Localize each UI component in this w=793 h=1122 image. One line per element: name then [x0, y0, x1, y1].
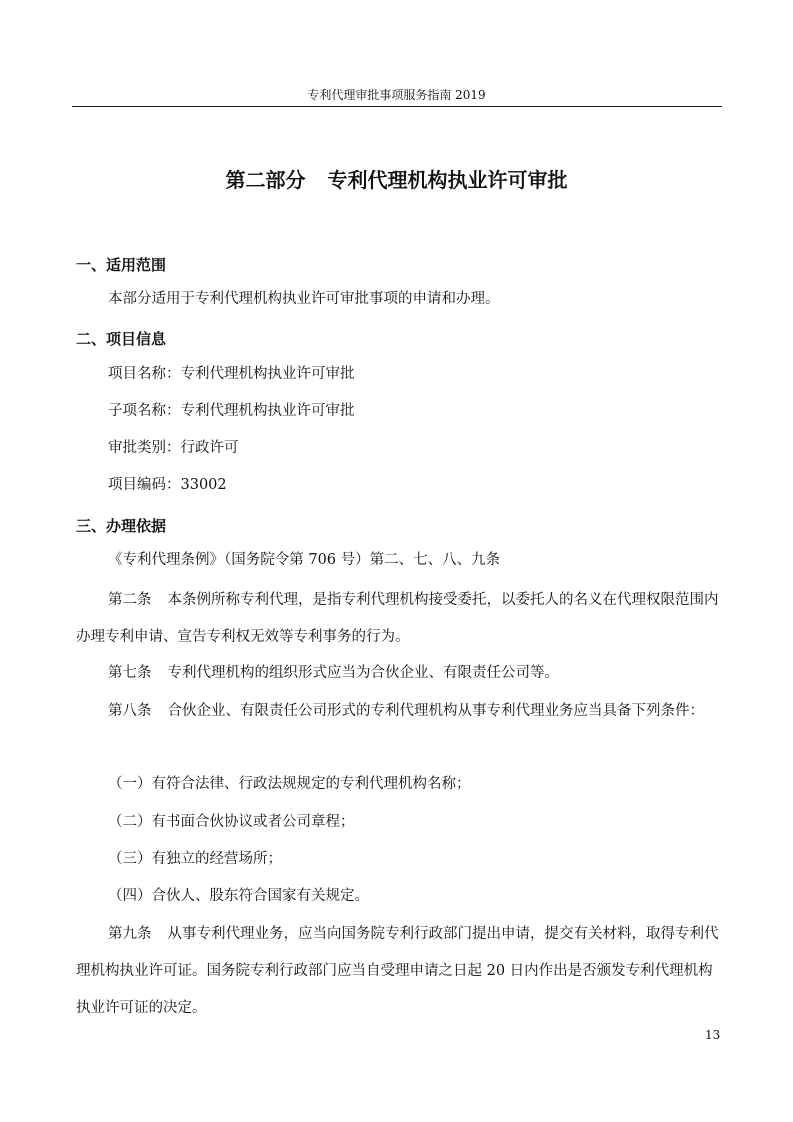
header-rule [72, 106, 722, 107]
title-part: 第二部分 [225, 168, 306, 192]
article-7-text: 专利代理机构的组织形式应当为合伙企业、有限责任公司等。 [167, 665, 559, 681]
article-9-text: 从事专利代理业务，应当向国务院专利行政部门提出申请，提交有关材料，取得专利代理机构执业许可证。国务院专利行政部门应当自受理申请之日起 20 日内作出是否颁发专利代理机构执业许可证的决定。 [76, 926, 719, 1016]
info-item-subname: 子项名称：专利代理机构执业许可审批 [108, 403, 355, 419]
page-number: 13 [705, 1028, 721, 1042]
section-heading-info: 二、项目信息 [76, 330, 167, 348]
info-item-category: 审批类别：行政许可 [108, 440, 239, 456]
condition-4: （四）合伙人、股东符合国家有关规定。 [108, 888, 369, 904]
condition-3: （三）有独立的经营场所； [108, 851, 282, 867]
page-title [0, 164, 793, 193]
article-7-label: 第七条 [108, 665, 152, 681]
info-item-name: 项目名称：专利代理机构执业许可审批 [108, 366, 355, 382]
section-heading-scope: 一、适用范围 [76, 256, 167, 274]
basis-intro: 《专利代理条例》（国务院令第 706 号）第二、七、八、九条 [108, 552, 501, 568]
article-7 [76, 655, 722, 692]
article-9 [76, 916, 722, 1027]
condition-2: （二）有书面合伙协议或者公司章程； [108, 814, 355, 830]
title-name: 专利代理机构执业许可审批 [327, 168, 568, 192]
condition-1: （一）有符合法律、行政法规规定的专利代理机构名称； [108, 776, 471, 792]
article-9-label: 第九条 [108, 926, 152, 942]
article-8 [76, 693, 722, 730]
section-heading-basis: 三、办理依据 [76, 517, 167, 535]
scope-paragraph: 本部分适用于专利代理机构执业许可审批事项的申请和办理。 [108, 291, 500, 307]
article-2-label: 第二条 [108, 592, 152, 608]
article-2-text: 本条例所称专利代理，是指专利代理机构接受委托，以委托人的名义在代理权限范围内办理专利申请、宣告专利权无效等专利事务的行为。 [76, 592, 719, 645]
article-2 [76, 582, 722, 656]
info-item-code: 项目编码：33002 [108, 477, 227, 493]
running-header: 专利代理审批事项服务指南 2019 [307, 88, 486, 102]
article-8-label: 第八条 [108, 703, 152, 719]
article-8-text: 合伙企业、有限责任公司形式的专利代理机构从事专利代理业务应当具备下列条件： [167, 703, 704, 719]
